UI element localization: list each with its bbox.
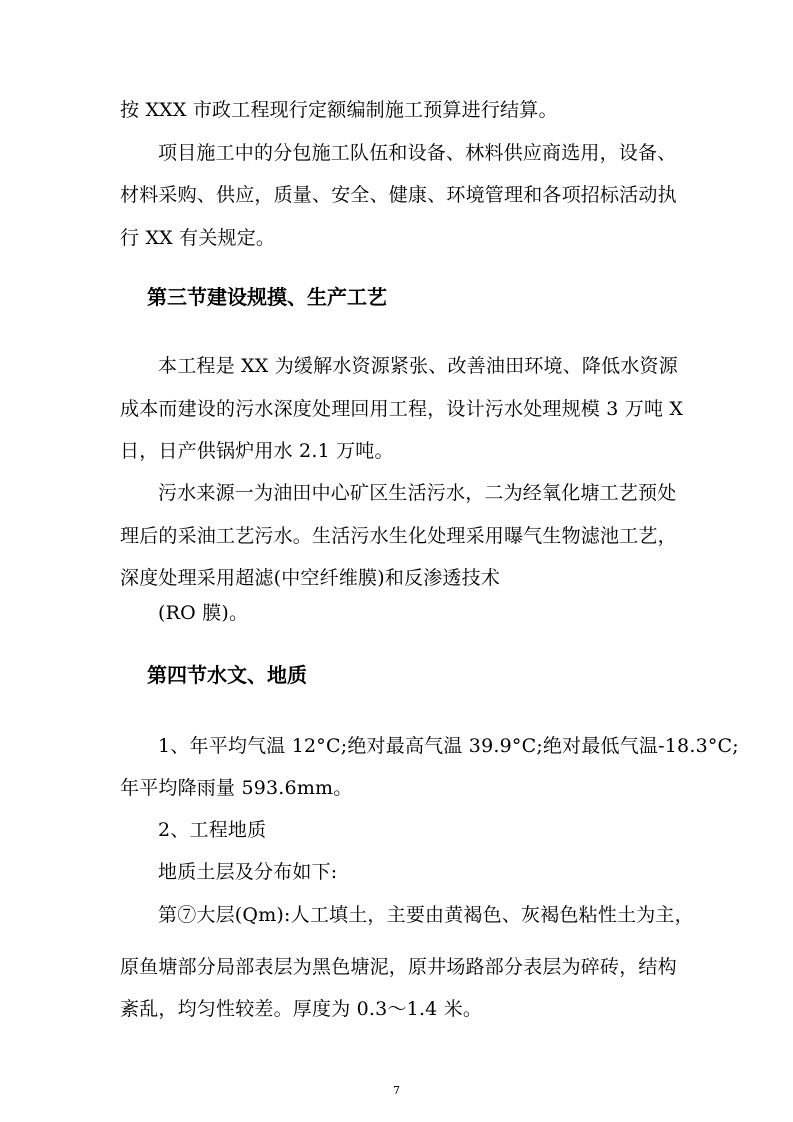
section-4-layer-1-line-1: 第⑦大层(Qm):人工填土，主要由黄褐色、灰褐色粘性土为主， — [158, 904, 694, 926]
section-4-intro: 地质土层及分布如下: — [158, 861, 338, 883]
section-3-heading: 第三节建设规摸、生产工艺 — [147, 285, 387, 309]
paragraph-2-line-1: 项目施工中的分包施工队伍和设备、林料供应商选用，设备、 — [158, 142, 677, 164]
paragraph-2-line-3: 行 XX 有关规定。 — [120, 227, 276, 249]
section-3-paragraph-1-line-1: 本工程是 XX 为缓解水资源紧张、改善油田环境、降低水资源 — [158, 355, 678, 377]
section-4-layer-1-line-2: 原鱼塘部分局部表层为黑色塘泥，原井场路部分表层为碎砖，结构 — [120, 956, 677, 978]
section-4-layer-1-line-3: 紊乱，均匀性较差。厚度为 0.3～1.4 米。 — [120, 998, 483, 1020]
section-3-paragraph-1-line-2: 成本而建设的污水深度处理回用工程，设计污水处理规模 3 万吨 X — [120, 398, 684, 420]
page-number: 7 — [393, 1084, 400, 1097]
section-4-item-1-line-1: 1、年平均气温 12°C;绝对最高气温 39.9°C;绝对最低气温-18.3°C; — [158, 735, 739, 757]
section-4-item-1-line-2: 年平均降雨量 593.6mm。 — [120, 777, 353, 799]
paragraph-2-line-2: 材料采购、供应，质量、安全、健康、环境管理和各项招标活动执 — [120, 184, 677, 206]
section-3-paragraph-2-line-1: 污水来源一为油田中心矿区生活污水，二为经氧化塘工艺预处 — [158, 482, 677, 504]
section-3-paragraph-2-line-3: 深度处理采用超滤(中空纤维膜)和反渗透技术 — [120, 567, 501, 589]
section-3-paragraph-2-line-2: 理后的采油工艺污水。生活污水生化处理采用曝气生物滤池工艺， — [120, 525, 677, 547]
section-3-paragraph-2-line-4: (RO 膜)。 — [158, 602, 249, 624]
section-3-paragraph-1-line-3: 日，日产供锅炉用水 2.1 万吨。 — [120, 440, 394, 462]
section-4-heading: 第四节水文、地质 — [147, 663, 307, 687]
section-4-item-2-line-1: 2、工程地质 — [158, 819, 267, 841]
paragraph-1-line-1: 按 XXX 市政工程现行定额编制施工预算进行结算。 — [120, 99, 558, 121]
